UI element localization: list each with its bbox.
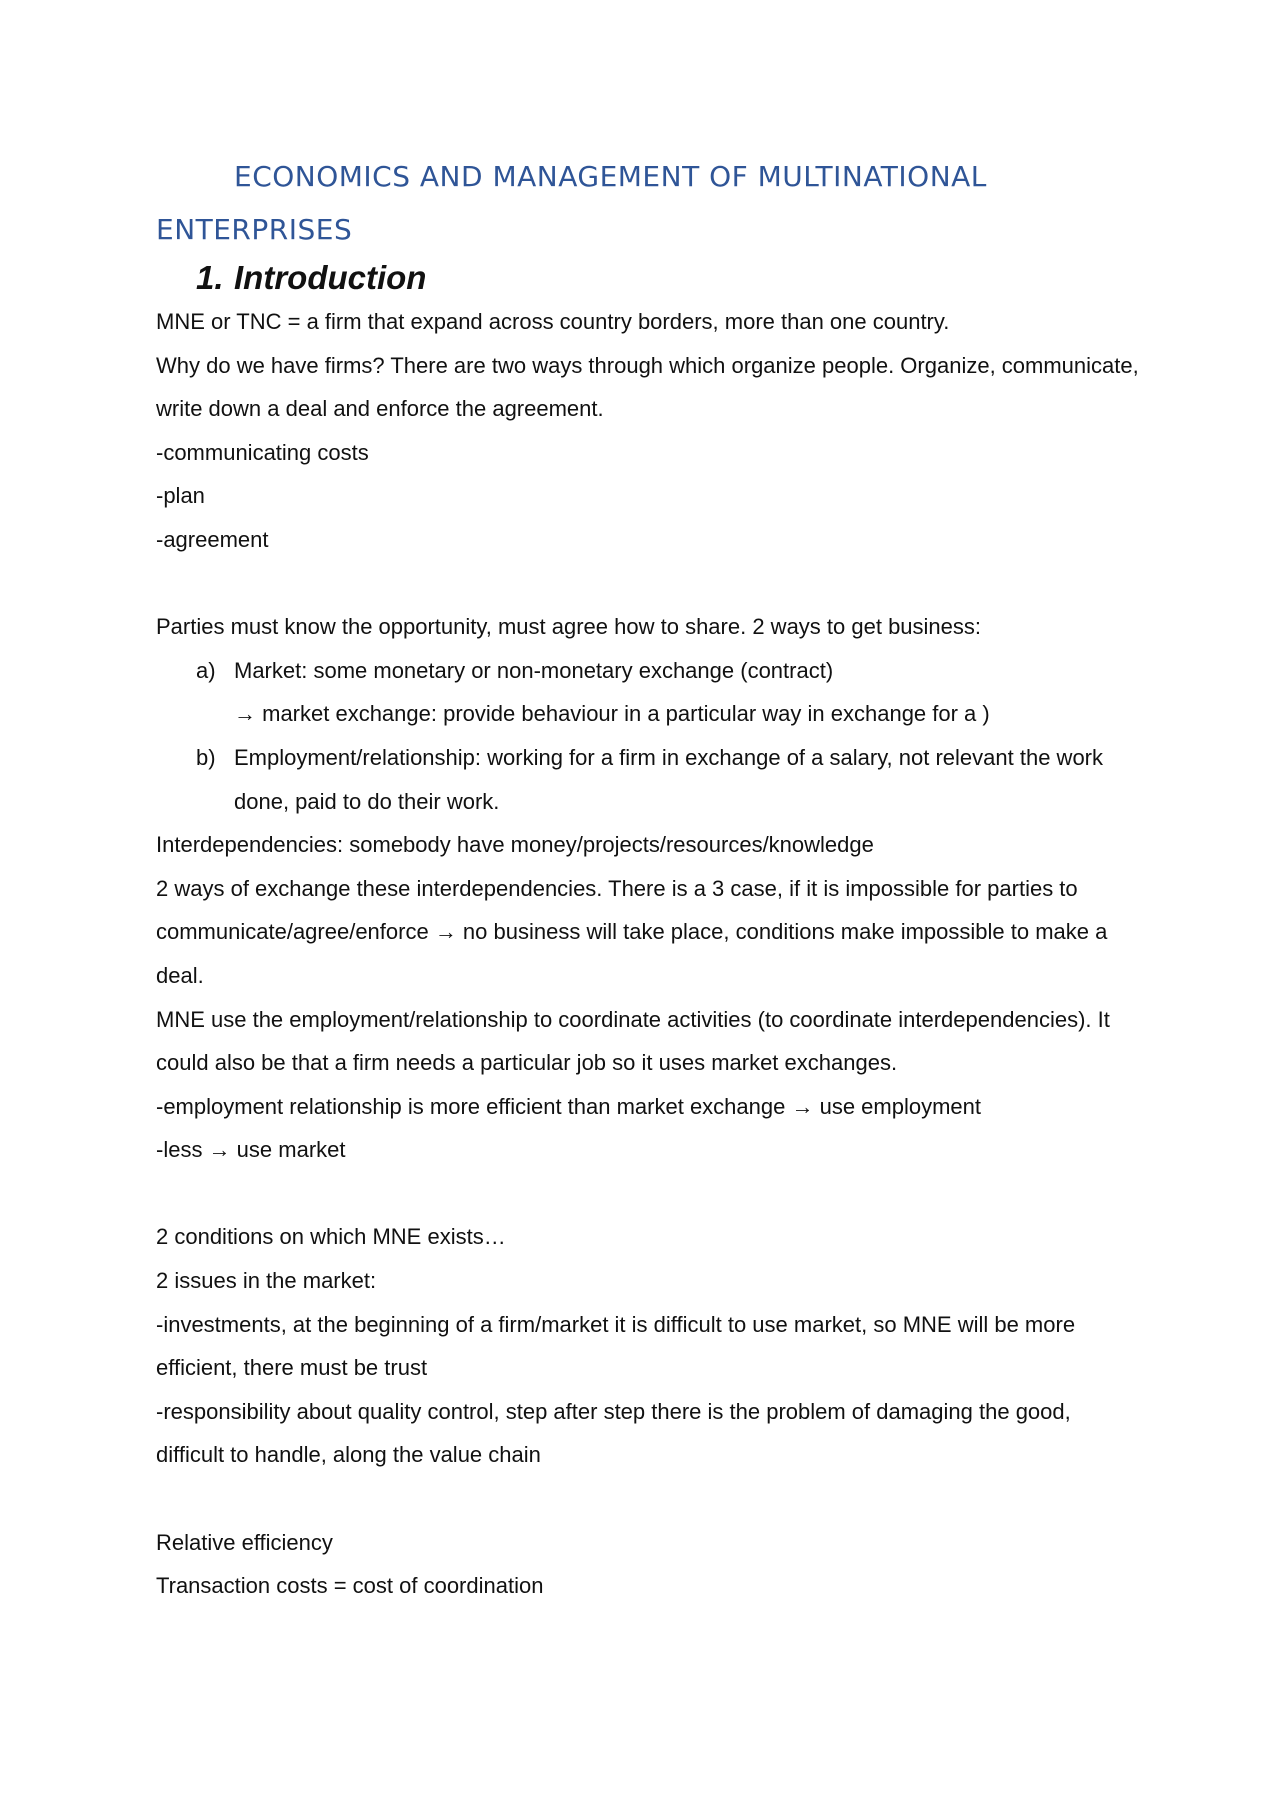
title-line-2: ENTERPRISES xyxy=(156,213,353,246)
title-line-1: ECONOMICS AND MANAGEMENT OF MULTINATIONAL xyxy=(234,160,987,193)
section-number: 1. xyxy=(196,259,224,296)
list-line-communicating-costs: -communicating costs xyxy=(156,439,369,465)
list-line-employment-efficient: -employment relationship is more efficient than market exchange → use employment xyxy=(156,1093,981,1119)
list-marker-b: b) xyxy=(196,744,216,770)
list-item-a-subline: → market exchange: provide behaviour in a particular way in exchange for a ) xyxy=(234,701,990,727)
paragraph-conditions: 2 conditions on which MNE exists… xyxy=(156,1224,506,1250)
paragraph-mne-definition: MNE or TNC = a firm that expand across country borders, more than one country. xyxy=(156,309,950,334)
list-line-less-market: -less → use market xyxy=(156,1137,346,1163)
document-title xyxy=(156,150,1146,256)
document-body xyxy=(156,150,1146,1608)
list-item-a xyxy=(156,649,1146,693)
section-heading xyxy=(156,256,1146,300)
paragraph-interdependencies: Interdependencies: somebody have money/projects/resources/knowledge xyxy=(156,832,874,858)
list-item-b-text: Employment/relationship: working for a firm in exchange of a salary, not relevant the work xyxy=(234,744,1103,770)
list-line-plan: -plan xyxy=(156,483,205,509)
list-line-investments-1: -investments, at the beginning of a firm/market it is difficult to use market, so MNE will be more xyxy=(156,1311,1076,1337)
list-line-responsibility-1: -responsibility about quality control, step after step there is the problem of damaging the good, xyxy=(156,1398,1071,1424)
blank-line xyxy=(156,1477,1146,1521)
paragraph-parties: Parties must know the opportunity, must agree how to share. 2 ways to get business: xyxy=(156,614,982,640)
paragraph-why-firms-line-1: Why do we have firms? There are two ways through which organize people. Organize, communicate, xyxy=(156,352,1139,378)
paragraph-transaction-costs: Transaction costs = cost of coordination xyxy=(156,1573,544,1599)
list-marker-a: a) xyxy=(196,657,216,683)
blank-line xyxy=(156,1172,1146,1216)
paragraph-issues: 2 issues in the market: xyxy=(156,1268,377,1294)
paragraph-exchange-line-3: deal. xyxy=(156,962,204,988)
blank-line xyxy=(156,562,1146,606)
paragraph-why-firms-line-2: write down a deal and enforce the agreement. xyxy=(156,396,604,422)
list-line-agreement: -agreement xyxy=(156,526,269,552)
list-line-responsibility-2: difficult to handle, along the value chain xyxy=(156,1442,541,1468)
list-item-a-text: Market: some monetary or non-monetary exchange (contract) xyxy=(234,657,834,683)
paragraph-mne-coordinate-line-1: MNE use the employment/relationship to coordinate activities (to coordinate interdependencies). It xyxy=(156,1006,1110,1032)
list-item-b-continuation: done, paid to do their work. xyxy=(234,788,500,814)
paragraph-relative-efficiency: Relative efficiency xyxy=(156,1529,333,1555)
paragraph-mne-coordinate-line-2: could also be that a firm needs a particular job so it uses market exchanges. xyxy=(156,1050,898,1076)
paragraph-exchange-line-1: 2 ways of exchange these interdependencies. There is a 3 case, if it is impossible for parties to xyxy=(156,875,1078,901)
list-line-investments-2: efficient, there must be trust xyxy=(156,1355,428,1381)
list-item-b xyxy=(156,736,1146,780)
section-title: Introduction xyxy=(234,259,427,296)
paragraph-exchange-line-2: communicate/agree/enforce → no business will take place, conditions make impossible to make a xyxy=(156,919,1108,945)
